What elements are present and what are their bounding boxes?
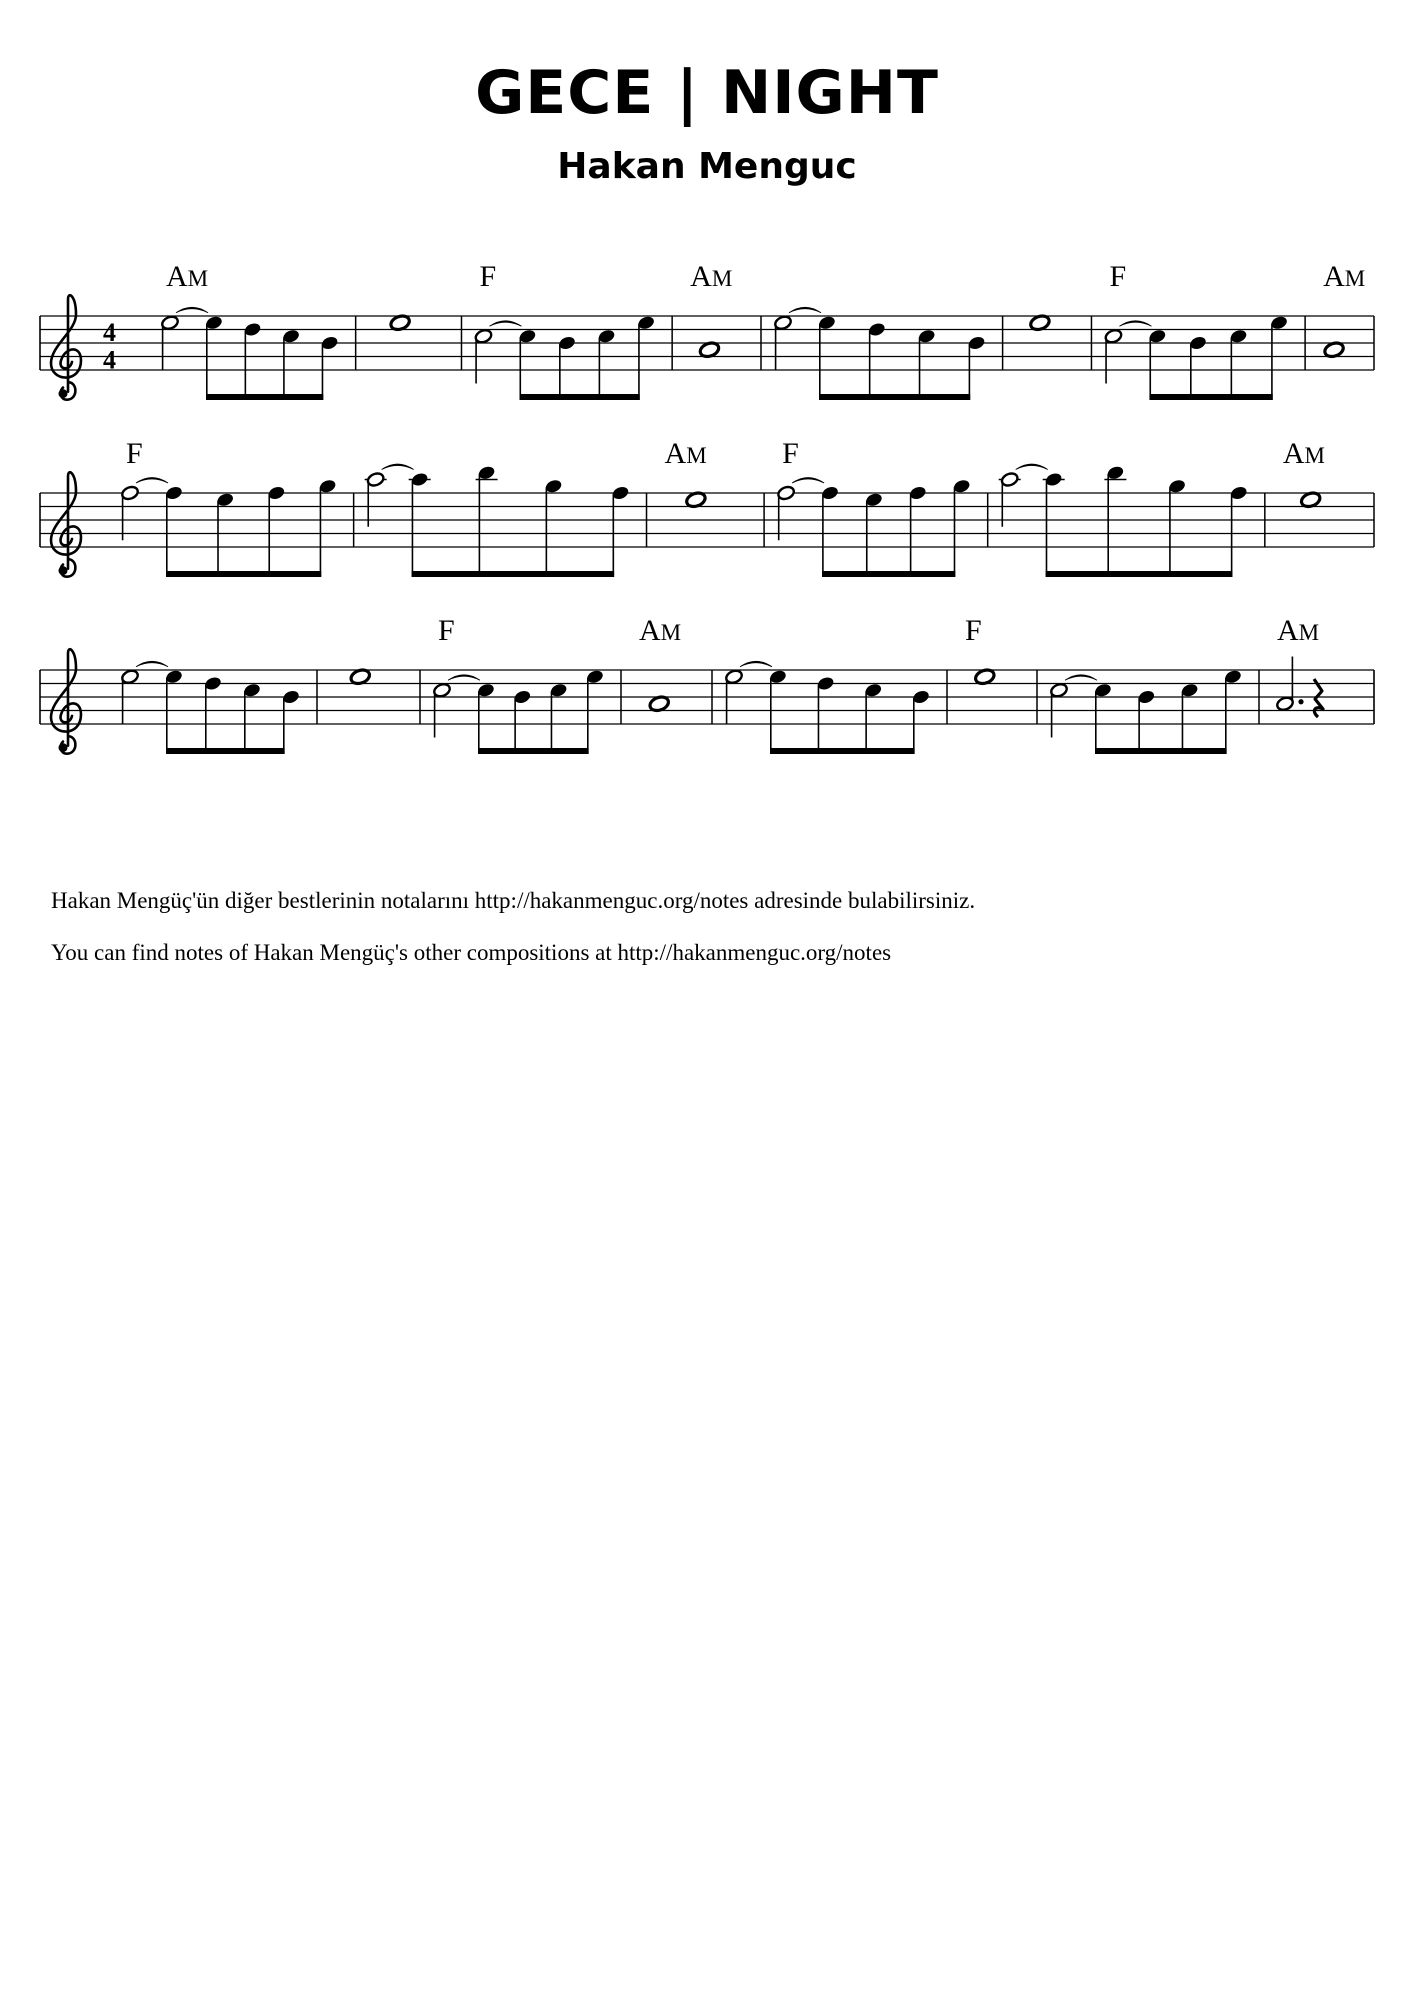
tie-icon xyxy=(1065,675,1097,681)
chord-symbol: AM xyxy=(639,614,682,647)
footer-note-turkish: Hakan Mengüç'ün diğer bestlerinin notalarını http://hakanmenguc.org/notes adresinde bulabilirsiniz. xyxy=(51,888,976,913)
beam xyxy=(206,394,323,400)
chord-symbol: F xyxy=(965,614,982,647)
footer-note-english: You can find notes of Hakan Mengüç's other compositions at http://hakanmenguc.org/notes xyxy=(51,940,892,965)
tie-icon xyxy=(792,478,824,484)
staff-system-1 xyxy=(40,260,1374,400)
treble-clef-dot xyxy=(59,566,68,575)
chord-symbol: AM xyxy=(1282,437,1325,470)
beam xyxy=(412,571,614,577)
score-title: GECE | NIGHT xyxy=(475,58,939,128)
beam xyxy=(166,748,285,754)
chord-symbol: AM xyxy=(166,260,209,293)
beam xyxy=(822,571,955,577)
staff-system-2 xyxy=(40,437,1374,577)
treble-clef-icon xyxy=(51,472,81,576)
dot-icon xyxy=(1298,699,1303,704)
beam xyxy=(1095,748,1227,754)
chord-symbol: F xyxy=(438,614,455,647)
composer-name: Hakan Menguc xyxy=(557,146,857,187)
tie-icon xyxy=(382,464,414,470)
beam xyxy=(1046,571,1233,577)
tie-icon xyxy=(448,675,480,681)
time-signature-bottom: 4 xyxy=(103,345,116,375)
beam xyxy=(478,748,589,754)
treble-clef-dot xyxy=(59,389,68,398)
chord-symbol: AM xyxy=(664,437,707,470)
treble-clef-dot xyxy=(59,743,68,752)
beam xyxy=(166,571,321,577)
treble-clef-icon xyxy=(51,295,81,399)
tie-icon xyxy=(789,307,821,313)
tie-icon xyxy=(1016,464,1048,470)
chord-symbol: F xyxy=(1109,260,1127,293)
beam xyxy=(519,394,639,400)
tie-icon xyxy=(1119,321,1151,327)
tie-icon xyxy=(136,478,168,484)
chord-symbol: F xyxy=(479,260,497,293)
tie-icon xyxy=(489,321,521,327)
chord-symbol: AM xyxy=(690,260,733,293)
treble-clef-icon xyxy=(51,649,81,753)
chord-symbol: AM xyxy=(1323,260,1366,293)
chord-symbol: F xyxy=(126,437,143,470)
tie-icon xyxy=(740,661,772,667)
time-signature-top: 4 xyxy=(103,317,116,347)
tie-icon xyxy=(176,307,208,313)
beam xyxy=(819,394,970,400)
beam xyxy=(1149,394,1272,400)
beam xyxy=(770,748,915,754)
chord-symbol: AM xyxy=(1277,614,1320,647)
tie-icon xyxy=(136,661,168,667)
quarter-rest-icon xyxy=(1314,679,1323,717)
sheet-music xyxy=(0,0,1414,800)
staff-system-3 xyxy=(40,614,1374,754)
chord-symbol: F xyxy=(782,437,799,470)
